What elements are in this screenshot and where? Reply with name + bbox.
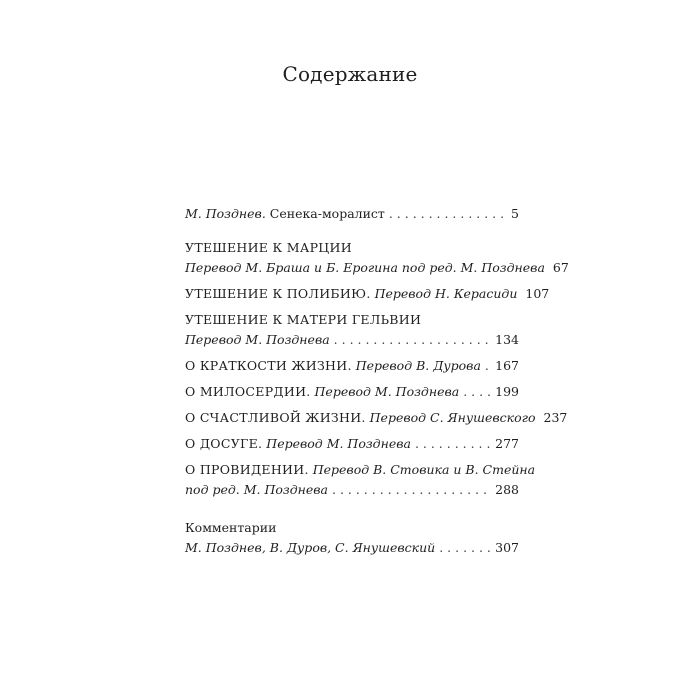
toc-page-number: 199 [495, 384, 519, 399]
toc-title: О ПРОВИДЕНИИ. [185, 462, 309, 477]
toc-title: УТЕШЕНИЕ К МАРЦИИ [185, 240, 352, 255]
toc-title: УТЕШЕНИЕ К МАТЕРИ ГЕЛЬВИИ [185, 312, 422, 327]
toc-entry-commentary[interactable] [185, 518, 519, 558]
toc-entry-happy-life[interactable] [185, 408, 568, 428]
toc-note: Перевод Н. Керасиди [374, 286, 518, 301]
toc-title: О СЧАСТЛИВОЙ ЖИЗНИ. [185, 410, 366, 425]
toc-page-number: 5 [511, 206, 519, 221]
toc-page-number: 277 [495, 436, 519, 451]
leader-dots [439, 538, 491, 558]
toc-title: О ДОСУГЕ. [185, 436, 263, 451]
toc-note: Перевод М. Браша и Б. Ерогина под ред. М. Позднева [185, 260, 545, 275]
toc-entry-brevity-of-life[interactable] [185, 356, 519, 376]
toc-entry-leisure[interactable] [185, 434, 519, 454]
toc-entry-providence[interactable] [185, 460, 536, 500]
toc-title: О КРАТКОСТИ ЖИЗНИ. [185, 358, 352, 373]
page-title: Содержание [282, 62, 418, 86]
toc-page-number: 67 [552, 260, 569, 275]
leader-dots [463, 382, 491, 402]
toc-author: М. Позднев. [185, 206, 266, 221]
toc-page-number: 107 [525, 286, 550, 301]
toc-page-number: 307 [495, 540, 519, 555]
toc-entry-clemency[interactable] [185, 382, 519, 402]
leader-dots [334, 330, 491, 350]
toc-note: Перевод М. Позднева [266, 436, 411, 451]
toc-note: Перевод В. Стовика и В. Стейна [312, 462, 536, 477]
toc-note: М. Позднев, В. Дуров, С. Янушевский [185, 540, 436, 555]
toc-title: Сенека-моралист [269, 206, 385, 221]
toc-title: УТЕШЕНИЕ К ПОЛИБИЮ. [185, 286, 371, 301]
toc-entry-senека-moralist[interactable] [185, 204, 519, 224]
leader-dots [332, 480, 491, 500]
toc-page-number: 167 [495, 358, 519, 373]
leader-dots [389, 204, 507, 224]
toc-entry-marcia[interactable] [185, 238, 569, 278]
leader-dots [485, 356, 491, 376]
toc-page-number: 288 [495, 482, 519, 497]
toc-title: Комментарии [185, 520, 277, 535]
toc-note: Перевод С. Янушевского [369, 410, 536, 425]
toc-page-number: 134 [495, 332, 519, 347]
toc-entry-helvia[interactable] [185, 310, 519, 350]
toc-note: Перевод М. Позднева [314, 384, 460, 399]
table-of-contents [185, 204, 569, 564]
toc-note-continued: под ред. М. Позднева [185, 482, 329, 497]
toc-page-number: 237 [543, 410, 568, 425]
leader-dots [415, 434, 491, 454]
toc-entry-polybius[interactable] [185, 284, 550, 304]
toc-note: Перевод М. Позднева [185, 332, 330, 347]
toc-title: О МИЛОСЕРДИИ. [185, 384, 311, 399]
toc-note: Перевод В. Дурова [355, 358, 481, 373]
